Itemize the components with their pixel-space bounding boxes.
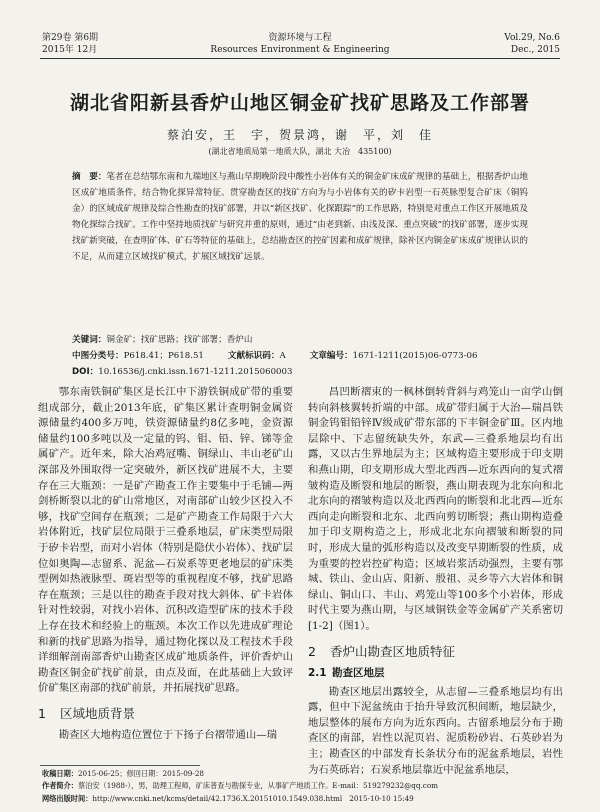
doc-code-label: 文献标识码：: [227, 351, 280, 361]
footnote-rule: [40, 765, 200, 766]
volume-en: Vol.29, No.6: [504, 33, 560, 43]
article-no-label: 文章编号：: [309, 351, 353, 361]
section-number: 2: [308, 643, 316, 659]
doi-label: DOI：: [72, 367, 99, 377]
journal-name-en: Resources Environment & Engineering: [210, 45, 390, 55]
section-number: 1: [38, 705, 46, 721]
body-column-left: [38, 385, 293, 744]
author-list: 蔡泊安，王 宇，贺景鸿，谢 平，刘 佳: [166, 128, 433, 142]
regional-geology-paragraph: 昌凹断褶束的一枫林倒转背斜与鸡笼山一亩学山倒转向斜核翼转折端的中部。成矿带归属于大治—瑞昌铁铜金钨钼铅锌Ⅳ级成矿带东部的下丰铜金矿Ⅲ。区内地层除中、下志留统缺失外，东武—三叠系地层均有出露，又以古生界地层为主；区域构造主要形成于印支期和燕山期，印支期形成大型北西西—近东西向的复式褶皱构造及断裂和地层的断裂，燕山期表现为北东向和北北东向的褶皱构造以及北西西向的断裂和北北西—近东西向走向断裂和北东、北西向剪切断裂；燕山期构造叠加于印支期构造之上，形成北北东向褶皱和断裂的同时，形成大量的弧形构造以及改变早期断裂的性质，成为重要的控岩控矿构造；区域岩浆活动强烈，主要有鄂城、铁山、金山店、阳新、殷祖、灵乡等六大岩体和铜绿山、铜山口、丰山、鸡笼山等100多个小岩体，形成时代主要为燕山期，与区域铜铁金等金属矿产关系密切[1-2]（图1）。: [308, 386, 563, 632]
subsection-title: 勘查区地层: [332, 667, 385, 680]
clc-value: P618.41；P618.51: [123, 351, 204, 361]
section1-paragraph: 勘查区大地构造位置位于下扬子台褶带通山—瑞: [58, 729, 277, 742]
section-title: 区域地质背景: [60, 705, 136, 721]
abstract: [72, 169, 528, 265]
intro-paragraph: 鄂东南铁铜矿集区是长江中下游铁铜成矿带的重要组成部分，截止2013年底，矿集区累计查明铜金属资源储量约400多万吨，铁资源储量约8亿多吨，金资源储量约100多吨以及一定量的钨、钼、铅、锌、锑等金属矿产。近年来，除大冶鸡冠嘴、铜绿山、丰山老矿山深部及外围取得一定突破外，新区找矿进展不大，主要存在三大瓶颈：一是矿产勘查工作主要集中于毛铺—两剑桥断裂以北的矿山常地区，对南部矿山较少区投入不够，找矿空间存在瓶颈；二是矿产勘查工作局限于六大岩体附近，找矿层位局限于三叠系地层，矿床类型局限于矽卡岩型，而对小岩体（特别是隐伏小岩体）、找矿层位如奥陶—志留系、泥盆—石炭系等更老地层的矿床类型例如热液脉型、斑岩型等的重视程度不够，找矿思路存在瓶颈；三是以往的勘查手段对找大斜体、矿卡岩体针对性较弱，对找小岩体、沉积改造型矿床的技术手段上存在技术和经验上的瓶颈。本次工作以先进成矿理论和新的找矿思路为指导，通过物化探以及工程技术手段详细解剖南部香炉山勘查区成矿地质条件，评价香炉山勘查区铜金矿找矿前景，由点及面，在此基础上大致评价矿集区南部的找矿前景，并拓展找矿思路。: [38, 386, 293, 695]
header-rule: [40, 58, 560, 59]
volume-cn: 第29卷 第6期: [42, 33, 99, 43]
footnote-online: [42, 794, 560, 804]
doi-line: [72, 365, 528, 377]
received-value: 2015-06-25；修回日期：2015-09-28: [77, 769, 204, 778]
online-value: http://www.cnki.net/kcms/detail/42.1736.X.20151010.1549.038.html 2015-10-10 15:49: [92, 794, 414, 803]
paper-title: 湖北省阳新县香炉山地区铜金矿找矿思路及工作部署: [69, 92, 530, 114]
clc-label: 中图分类号：: [72, 351, 124, 361]
doc-code-value: A: [279, 351, 286, 361]
section-heading-2: [308, 644, 563, 660]
section-heading-1: [38, 706, 293, 722]
received-label: 收稿日期：: [42, 769, 78, 778]
author-bio-label: 作者简介：: [42, 781, 78, 790]
date-en: Dec., 2015: [510, 45, 560, 55]
abstract-text: 笔者在总结鄂东南和九瑞地区与燕山早期晚阶段中酸性小岩体有关的铜金矿床成矿规律的基础上，根据香炉山地区成矿地质条件，结合物化探异常特征、贯穿勘查区的找矿方向为与小岩体有关的矽卡岩型一石英脉型复合矿床（铜钨金）的区域成矿规律及综合性勘查的找矿部署，并以“新区找矿、化探跟踪”的工作思路，特别是对重点工作区开展地质及物化探综合找矿。工作中坚持地质找矿与研究并重的原则，通过“由老到新、由浅及深、重点突破”的找矿部署，逐步实现找矿新突破，在查明矿体、矿石等特征的基础上，总结勘查区的控矿因素和成矿规律，除补区内铜金矿床成矿规律认识的不足，从而建立区域找矿模式，扩展区域找矿远景。: [72, 172, 528, 262]
online-label: 网络出版时间：: [42, 794, 93, 803]
journal-issue-en: [504, 32, 560, 56]
article-no-value: 1671-1211(2015)06-0773-06: [352, 351, 478, 361]
keywords-text: 铜金矿；找矿思路；找矿部署；香炉山: [106, 335, 253, 345]
abstract-label: 摘 要：: [72, 172, 107, 182]
date-cn: 2015年 12月: [42, 45, 98, 55]
keywords-label: 关键词：: [72, 335, 107, 345]
footnote-received: [42, 769, 560, 779]
affiliation: (湖北省地质局第一地质大队，湖北 大冶 435100): [208, 147, 392, 156]
footnote-author: [42, 781, 560, 791]
classification-line: [72, 349, 528, 361]
strata-paragraph: 勘查区地层出露较全，从志留—三叠系地层均有出露，但中下泥盆统由于抬升导致沉积间断，地层缺少，地层整体的展布方向为近东西向。古留系地层分布于勘查区的南部，岩性以泥页岩、泥质粉砂岩、石英砂岩为主；勘查区的中部发育长条状分布的泥盆系地层，岩性为石英砾岩；石炭系地层靠近中泥盆系地层，: [308, 685, 563, 776]
subsection-number: 2.1: [308, 667, 327, 680]
section-title: 香炉山勘查区地质特征: [330, 643, 456, 659]
author-bio-value: 蔡泊安（1988-），男，助理工程师，矿床普查与勘探专业，从事矿产地质工作。E-mail：519279232@qq.com: [77, 781, 438, 790]
doi-value: 10.16536/j.cnki.issn.1671-1211.2015060003: [98, 367, 293, 377]
body-column-right: [308, 385, 563, 778]
journal-name-cn: 资源环境与工程: [268, 33, 332, 43]
keywords: [72, 333, 528, 345]
subsection-heading-2-1: [308, 666, 563, 682]
